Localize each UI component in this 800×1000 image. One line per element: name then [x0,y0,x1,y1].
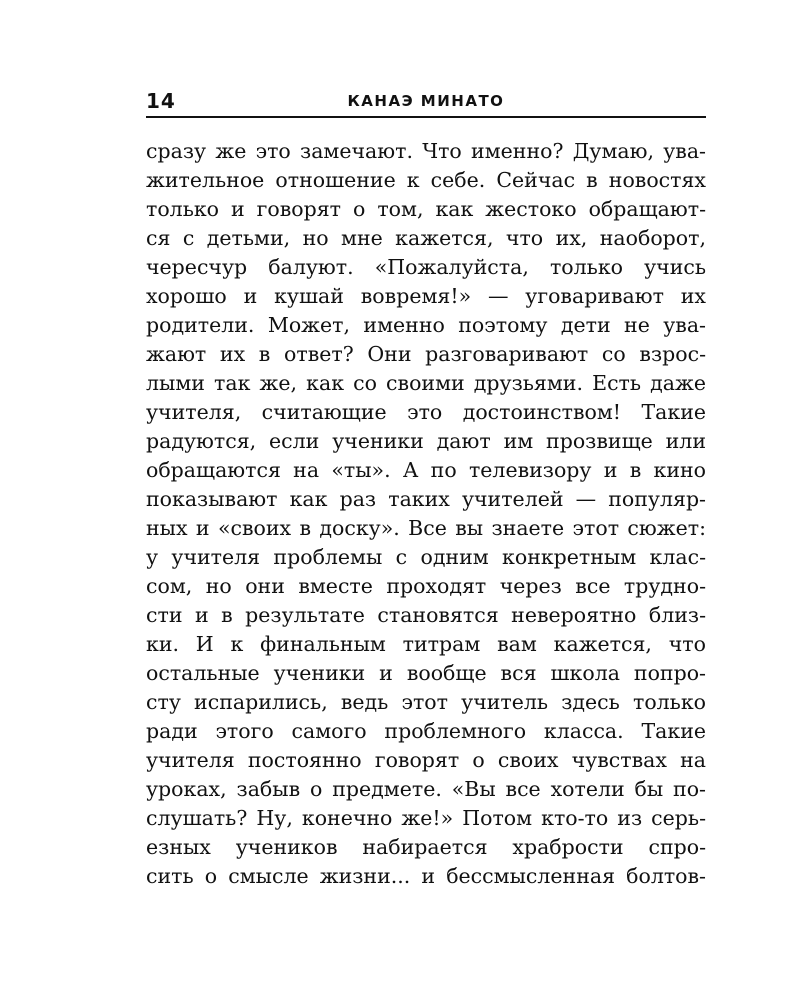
book-author: КАНАЭ МИНАТО [347,92,505,110]
text-line: жают их в ответ? Они разговаривают со взрос- [146,342,706,366]
text-line: жительное отношение к себе. Сейчас в новостях [146,168,706,192]
text-line: чересчур балуют. «Пожалуйста, только учись [146,255,706,279]
text-line: родители. Может, именно поэтому дети не ува- [146,313,706,337]
text-line: обращаются на «ты». А по телевизору и в кино [146,458,706,482]
text-line: лыми так же, как со своими друзьями. Есть даже [146,371,706,395]
text-line: сить о смысле жизни... и бессмысленная болтов- [146,864,706,888]
text-line: радуются, если ученики дают им прозвище или [146,429,706,453]
text-line: у учителя проблемы с одним конкретным клас- [146,545,706,569]
text-line: только и говорят о том, как жестоко обращают- [146,197,706,221]
text-line: хорошо и кушай вовремя!» — уговаривают их [146,284,706,308]
text-line: уроках, забыв о предмете. «Вы все хотели бы по- [146,777,706,801]
text-line: ся с детьми, но мне кажется, что их, наоборот, [146,226,706,250]
text-line: остальные ученики и вообще вся школа попро- [146,661,706,685]
body-text [146,137,706,891]
page-number: 14 [146,89,176,113]
text-line: езных учеников набирается храбрости спро- [146,835,706,859]
text-line: учителя постоянно говорят о своих чувствах на [146,748,706,772]
text-line: сразу же это замечают. Что именно? Думаю, ува- [146,139,706,163]
text-line: слушать? Ну, конечно же!» Потом кто-то из серь- [146,806,706,830]
text-line: показывают как раз таких учителей — популяр- [146,487,706,511]
text-line: ки. И к финальным титрам вам кажется, что [146,632,706,656]
text-line: сти и в результате становятся невероятно близ- [146,603,706,627]
running-header [146,88,706,118]
text-line: ради этого самого проблемного класса. Такие [146,719,706,743]
text-line: сом, но они вместе проходят через все трудно- [146,574,706,598]
text-line: учителя, считающие это достоинством! Такие [146,400,706,424]
text-line: сту испарились, ведь этот учитель здесь только [146,690,706,714]
text-line: ных и «своих в доску». Все вы знаете этот сюжет: [146,516,706,540]
